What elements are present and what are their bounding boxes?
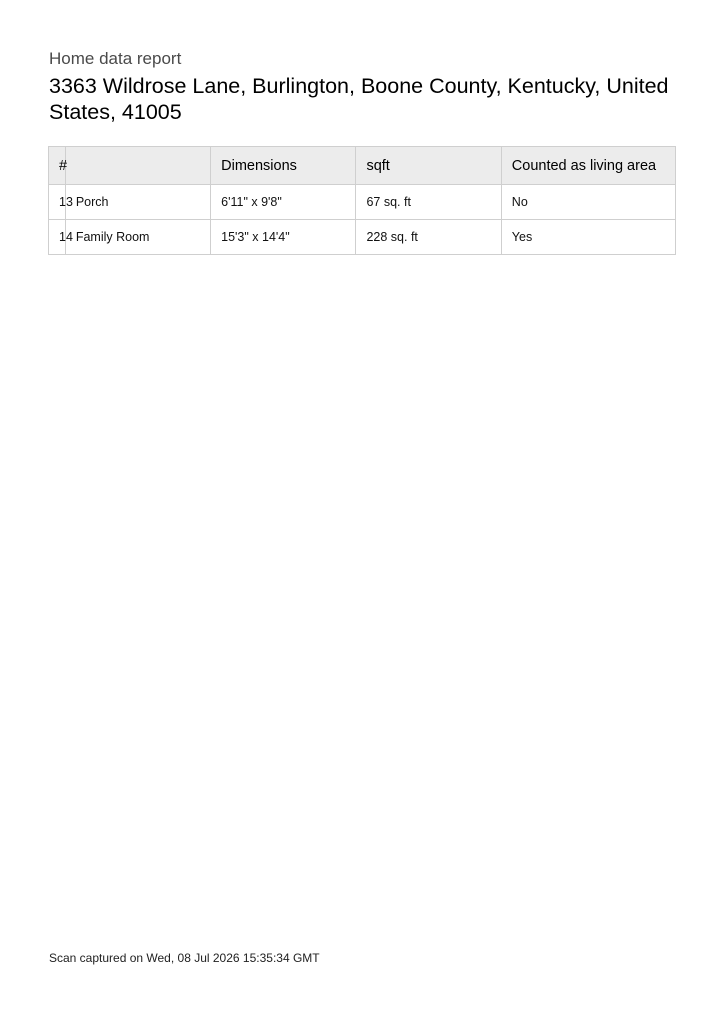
report-subtitle: Home data report [49,49,182,68]
header-sqft: sqft [356,147,501,185]
table-row [49,185,676,220]
rooms-table [48,146,676,255]
cell-living-area: Yes [501,220,675,255]
report-header [49,48,689,125]
cell-number: 13 [49,185,66,220]
header-living-area: Counted as living area [501,147,675,185]
rooms-table-header [49,147,676,185]
cell-dimensions: 15'3" x 14'4" [211,220,356,255]
header-room-name [65,147,210,185]
cell-sqft: 67 sq. ft [356,185,501,220]
cell-room-name: Family Room [65,220,210,255]
cell-sqft: 228 sq. ft [356,220,501,255]
cell-living-area: No [501,185,675,220]
header-number: # [49,147,66,185]
scan-timestamp: Scan captured on Wed, 08 Jul 2026 15:35:34 GMT [49,951,320,965]
header-row [49,147,676,185]
cell-number: 14 [49,220,66,255]
cell-room-name: Porch [65,185,210,220]
header-dimensions: Dimensions [211,147,356,185]
property-address-title: 3363 Wildrose Lane, Burlington, Boone County, Kentucky, United States, 41005 [49,74,669,124]
rooms-table-body [49,185,676,255]
table-row [49,220,676,255]
cell-dimensions: 6'11" x 9'8" [211,185,356,220]
